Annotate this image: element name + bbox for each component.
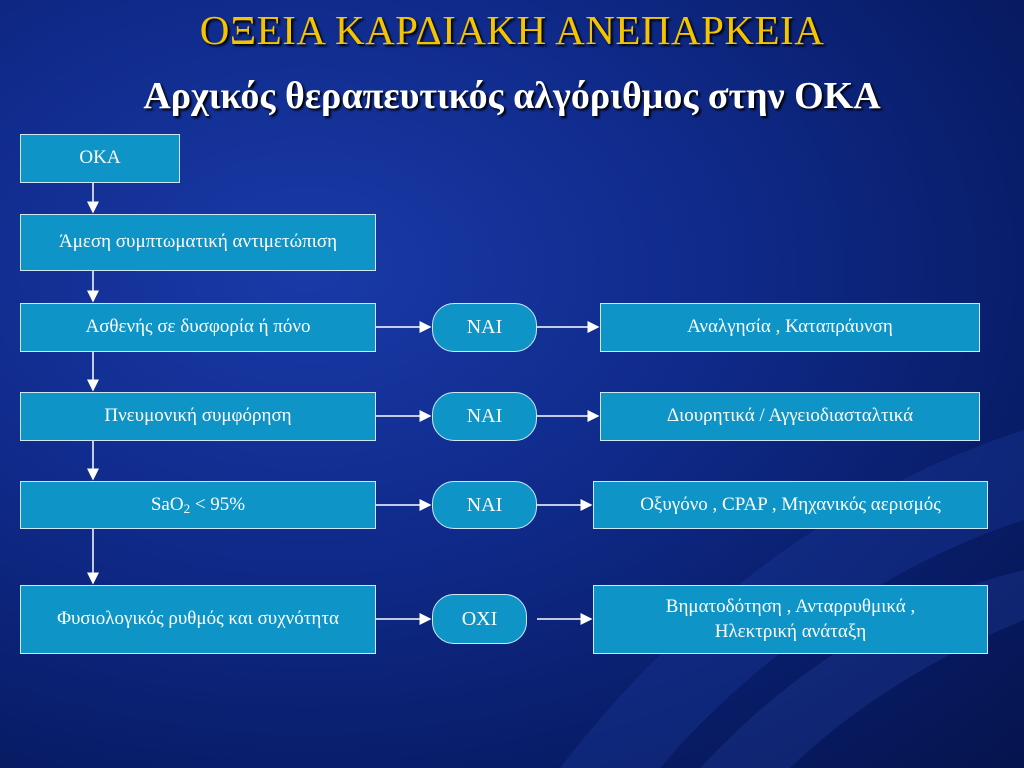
node-sao2	[20, 481, 376, 529]
answer-1-label: ΝΑΙ	[466, 316, 503, 338]
action-4-line2: Ηλεκτρική ανάταξη	[714, 620, 867, 642]
action-1-label: Αναλγησία , Καταπράυνση	[687, 316, 893, 338]
action-diuretics	[600, 392, 980, 441]
answer-2-label: ΝΑΙ	[466, 405, 503, 427]
node-immediate-treatment	[20, 214, 376, 271]
action-pacing	[593, 585, 988, 654]
answer-yes-3	[432, 481, 537, 529]
node-congestion-label: Πνευμονική συμφόρηση	[104, 405, 292, 427]
node-oka-label: ΟΚΑ	[79, 147, 121, 169]
answer-yes-2	[432, 392, 537, 441]
node-dysphoria-label: Ασθενής σε δυσφορία ή πόνο	[85, 316, 311, 338]
node-normal-rhythm	[20, 585, 376, 654]
node-immediate-label: Άμεση συμπτωματική αντιμετώπιση	[58, 231, 337, 253]
node-congestion	[20, 392, 376, 441]
action-2-label: Διουρητικά / Αγγειοδιασταλτικά	[666, 405, 914, 427]
answer-4-label: ΟΧΙ	[461, 607, 498, 630]
action-analgesia	[600, 303, 980, 352]
action-oxygen	[593, 481, 988, 529]
page-title: ΟΞΕΙΑ ΚΑΡΔΙΑΚΗ ΑΝΕΠΑΡΚΕΙΑ	[199, 7, 825, 53]
node-sao2-label: SaO$_2$ < 95%	[150, 493, 246, 516]
page-subtitle: Αρχικός θεραπευτικός αλγόριθμος στην ΟΚΑ	[143, 75, 881, 117]
answer-no-4	[432, 594, 527, 644]
action-3-label: Οξυγόνο , CPAP , Μηχανικός αερισμός	[640, 493, 941, 515]
action-4-line1: Βηματοδότηση , Ανταρρυθμικά ,	[665, 595, 916, 617]
answer-yes-1	[432, 303, 537, 352]
answer-3-label: ΝΑΙ	[466, 493, 503, 516]
node-dysphoria	[20, 303, 376, 352]
node-normal-rhythm-label: Φυσιολογικός ρυθμός και συχνότητα	[57, 608, 339, 630]
node-oka	[20, 134, 180, 183]
